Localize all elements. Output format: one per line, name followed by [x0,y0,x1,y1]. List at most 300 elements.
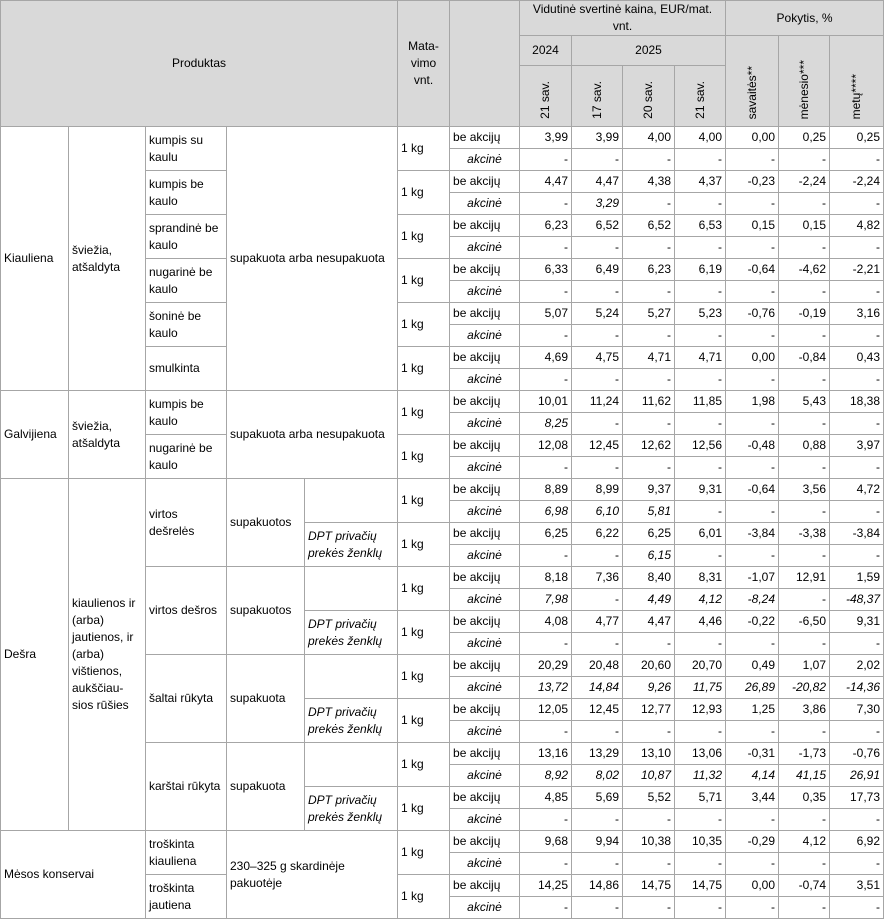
value-cell: 14,86 [572,875,623,897]
value-cell: 6,19 [675,259,726,281]
value-cell: 9,37 [623,479,675,501]
value-cell: 6,52 [623,215,675,237]
value-cell: - [726,457,779,479]
product-name: karštai rūkyta [146,743,227,831]
price-type: akcinė [450,281,520,303]
price-type: akcinė [450,633,520,655]
value-cell: - [623,149,675,171]
value-cell: 1,07 [779,655,830,677]
value-cell: 4,69 [520,347,572,369]
value-cell: 10,38 [623,831,675,853]
value-cell: - [779,633,830,655]
value-cell: 7,98 [520,589,572,611]
value-cell: 6,49 [572,259,623,281]
product-name: troškinta jautiena [146,875,227,919]
value-cell: - [675,545,726,567]
value-cell: 12,62 [623,435,675,457]
value-cell: - [572,853,623,875]
value-cell: 12,77 [623,699,675,721]
value-cell: 3,16 [830,303,884,325]
value-cell: - [572,369,623,391]
value-cell: 14,84 [572,677,623,699]
value-cell: 13,72 [520,677,572,699]
value-cell: 1,25 [726,699,779,721]
value-cell: -3,84 [726,523,779,545]
value-cell: 13,16 [520,743,572,765]
value-cell: 9,31 [675,479,726,501]
price-type: akcinė [450,897,520,919]
value-cell: - [520,149,572,171]
value-cell: 6,23 [623,259,675,281]
unit-cell: 1 kg [398,215,450,259]
value-cell: - [779,545,830,567]
value-cell: 20,29 [520,655,572,677]
value-cell: - [520,369,572,391]
unit-cell: 1 kg [398,611,450,655]
value-cell: - [675,633,726,655]
header-produktas: Produktas [1,1,398,127]
value-cell: - [675,457,726,479]
value-cell: 4,46 [675,611,726,633]
price-type: akcinė [450,765,520,787]
value-cell: 2,02 [830,655,884,677]
value-cell: -0,76 [830,743,884,765]
value-cell: 41,15 [779,765,830,787]
value-cell: 12,56 [675,435,726,457]
value-cell: 4,47 [572,171,623,193]
price-type: akcinė [450,677,520,699]
header-week: 21 sav. [520,66,572,127]
unit-cell: 1 kg [398,259,450,303]
value-cell: - [779,589,830,611]
value-cell: - [623,193,675,215]
value-cell: -20,82 [779,677,830,699]
header-metu: metų**** [830,36,884,127]
value-cell: 4,71 [675,347,726,369]
value-cell: - [675,149,726,171]
value-cell: 6,10 [572,501,623,523]
price-type: be akcijų [450,875,520,897]
value-cell: - [726,633,779,655]
pack-type: supakuotos [227,567,305,655]
value-cell: - [726,325,779,347]
value-cell: 20,70 [675,655,726,677]
value-cell: 9,68 [520,831,572,853]
price-type: be akcijų [450,699,520,721]
value-cell: 7,36 [572,567,623,589]
value-cell: 14,75 [623,875,675,897]
value-cell: 9,26 [623,677,675,699]
value-cell: -0,74 [779,875,830,897]
value-cell: - [675,721,726,743]
value-cell: 6,25 [520,523,572,545]
value-cell: 26,89 [726,677,779,699]
header-year-2024: 2024 [520,36,572,66]
price-type: be akcijų [450,567,520,589]
value-cell: 0,88 [779,435,830,457]
value-cell: -3,38 [779,523,830,545]
value-cell: 4,75 [572,347,623,369]
value-cell: - [726,721,779,743]
value-cell: - [623,721,675,743]
product-name: troškinta kiauliena [146,831,227,875]
header-week: 20 sav. [623,66,675,127]
value-cell: - [572,413,623,435]
price-type: be akcijų [450,655,520,677]
pack-type: supakuota [227,743,305,831]
group-sub: šviežia, atšaldyta [69,127,146,391]
value-cell: 4,38 [623,171,675,193]
value-cell: 9,94 [572,831,623,853]
value-cell: - [623,897,675,919]
value-cell: 8,89 [520,479,572,501]
value-cell: 12,45 [572,435,623,457]
value-cell: - [779,721,830,743]
brand-cell: DPT privačių prekės ženklų [305,787,398,831]
value-cell: - [830,853,884,875]
value-cell: 3,99 [520,127,572,149]
value-cell: 3,99 [572,127,623,149]
value-cell: - [675,809,726,831]
value-cell: - [572,897,623,919]
value-cell: - [520,457,572,479]
value-cell: - [830,721,884,743]
value-cell: - [572,633,623,655]
value-cell: - [779,897,830,919]
value-cell: - [623,237,675,259]
value-cell: 11,85 [675,391,726,413]
value-cell: -2,24 [779,171,830,193]
value-cell: - [726,501,779,523]
value-cell: 12,91 [779,567,830,589]
value-cell: 8,25 [520,413,572,435]
product-name: virtos dešros [146,567,227,655]
value-cell: 3,44 [726,787,779,809]
value-cell: 4,37 [675,171,726,193]
value-cell: -4,62 [779,259,830,281]
pack-type: supakuota [227,655,305,743]
value-cell: 8,92 [520,765,572,787]
price-type: akcinė [450,545,520,567]
brand-cell: DPT privačių prekės ženklų [305,699,398,743]
price-type: be akcijų [450,347,520,369]
value-cell: - [726,809,779,831]
value-cell: 0,49 [726,655,779,677]
value-cell: 6,15 [623,545,675,567]
value-cell: 3,29 [572,193,623,215]
value-cell: - [830,457,884,479]
price-type: akcinė [450,809,520,831]
value-cell: 26,91 [830,765,884,787]
value-cell: 0,35 [779,787,830,809]
price-type: akcinė [450,721,520,743]
unit-cell: 1 kg [398,699,450,743]
value-cell: 12,08 [520,435,572,457]
group-sub: šviežia, atšaldyta [69,391,146,479]
price-type: be akcijų [450,259,520,281]
value-cell: 12,45 [572,699,623,721]
value-cell: 11,75 [675,677,726,699]
header-avg-price: Vidutinė svertinė kaina, EUR/mat. vnt. [520,1,726,36]
value-cell: -0,48 [726,435,779,457]
value-cell: - [675,853,726,875]
header-week: 21 sav. [675,66,726,127]
value-cell: 4,12 [779,831,830,853]
value-cell: -6,50 [779,611,830,633]
product-name: nugarinė be kaulo [146,435,227,479]
unit-cell: 1 kg [398,347,450,391]
product-name: kumpis be kaulo [146,171,227,215]
price-type: akcinė [450,325,520,347]
value-cell: 5,23 [675,303,726,325]
value-cell: 4,14 [726,765,779,787]
value-cell: 4,49 [623,589,675,611]
value-cell: - [623,457,675,479]
value-cell: - [830,809,884,831]
value-cell: 13,10 [623,743,675,765]
value-cell: - [830,325,884,347]
value-cell: -0,84 [779,347,830,369]
price-type: be akcijų [450,215,520,237]
value-cell: 9,31 [830,611,884,633]
value-cell: 11,24 [572,391,623,413]
value-cell: 13,06 [675,743,726,765]
value-cell: 6,25 [623,523,675,545]
product-name: virtos dešrelės [146,479,227,567]
value-cell: 12,05 [520,699,572,721]
brand-cell [305,655,398,699]
value-cell: - [675,237,726,259]
value-cell: -48,37 [830,589,884,611]
price-type: akcinė [450,149,520,171]
header-menesio: mėnesio*** [779,36,830,127]
value-cell: - [572,545,623,567]
value-cell: - [572,325,623,347]
value-cell: 8,02 [572,765,623,787]
product-name: šoninė be kaulo [146,303,227,347]
value-cell: - [520,853,572,875]
value-cell: 3,86 [779,699,830,721]
brand-cell: DPT privačių prekės ženklų [305,523,398,567]
header-savaites: savaitės** [726,36,779,127]
header-blank [450,1,520,127]
pack-type: supakuota arba nesupakuota [227,127,398,391]
value-cell: - [520,633,572,655]
value-cell: - [572,589,623,611]
value-cell: 17,73 [830,787,884,809]
value-cell: - [726,369,779,391]
value-cell: -0,19 [779,303,830,325]
price-type: be akcijų [450,171,520,193]
value-cell: -0,23 [726,171,779,193]
price-type: be akcijų [450,391,520,413]
value-cell: 20,48 [572,655,623,677]
price-type: akcinė [450,193,520,215]
value-cell: 0,25 [830,127,884,149]
product-name: smulkinta [146,347,227,391]
value-cell: - [726,149,779,171]
value-cell: - [830,237,884,259]
value-cell: 4,85 [520,787,572,809]
price-type: be akcijų [450,303,520,325]
value-cell: -2,24 [830,171,884,193]
value-cell: - [520,281,572,303]
value-cell: 3,51 [830,875,884,897]
product-name: kumpis be kaulo [146,391,227,435]
price-type: be akcijų [450,479,520,501]
unit-cell: 1 kg [398,875,450,919]
value-cell: 6,22 [572,523,623,545]
value-cell: 3,97 [830,435,884,457]
value-cell: - [779,413,830,435]
group-name: Dešra [1,479,69,831]
unit-cell: 1 kg [398,655,450,699]
value-cell: 4,77 [572,611,623,633]
unit-cell: 1 kg [398,171,450,215]
brand-cell [305,567,398,611]
value-cell: - [623,809,675,831]
value-cell: 8,18 [520,567,572,589]
group-name: Galvijiena [1,391,69,479]
value-cell: 6,92 [830,831,884,853]
value-cell: - [520,809,572,831]
value-cell: - [572,721,623,743]
value-cell: 12,93 [675,699,726,721]
value-cell: 6,53 [675,215,726,237]
value-cell: - [623,369,675,391]
group-sub: kiaulienos ir (arba) jautienos, ir (arba) vištienos, aukščiau-sios rūšies [69,479,146,831]
value-cell: 4,82 [830,215,884,237]
value-cell: -14,36 [830,677,884,699]
unit-cell: 1 kg [398,127,450,171]
value-cell: 14,75 [675,875,726,897]
value-cell: -0,29 [726,831,779,853]
unit-cell: 1 kg [398,479,450,523]
price-type: be akcijų [450,743,520,765]
unit-cell: 1 kg [398,303,450,347]
brand-cell: DPT privačių prekės ženklų [305,611,398,655]
header-week: 17 sav. [572,66,623,127]
value-cell: 4,71 [623,347,675,369]
value-cell: 8,40 [623,567,675,589]
price-type: akcinė [450,853,520,875]
unit-cell: 1 kg [398,567,450,611]
value-cell: 0,43 [830,347,884,369]
value-cell: 4,12 [675,589,726,611]
value-cell: - [726,545,779,567]
value-cell: 10,01 [520,391,572,413]
price-type: be akcijų [450,831,520,853]
value-cell: - [830,193,884,215]
price-type: be akcijų [450,611,520,633]
value-cell: 5,07 [520,303,572,325]
value-cell: 14,25 [520,875,572,897]
value-cell: 0,15 [779,215,830,237]
value-cell: - [830,501,884,523]
value-cell: 6,98 [520,501,572,523]
header-change: Pokytis, % [726,1,884,36]
value-cell: 10,87 [623,765,675,787]
value-cell: 18,38 [830,391,884,413]
value-cell: 5,81 [623,501,675,523]
value-cell: 5,24 [572,303,623,325]
value-cell: 6,33 [520,259,572,281]
value-cell: - [830,545,884,567]
value-cell: 4,47 [520,171,572,193]
value-cell: - [623,853,675,875]
price-type: akcinė [450,237,520,259]
value-cell: - [779,281,830,303]
value-cell: 5,69 [572,787,623,809]
value-cell: -2,21 [830,259,884,281]
value-cell: - [675,369,726,391]
group-name: Mėsos konservai [1,831,146,919]
price-type: akcinė [450,457,520,479]
value-cell: - [572,281,623,303]
unit-cell: 1 kg [398,391,450,435]
value-cell: - [779,457,830,479]
price-type: be akcijų [450,435,520,457]
value-cell: 4,00 [675,127,726,149]
value-cell: 0,00 [726,127,779,149]
price-type: akcinė [450,501,520,523]
value-cell: 4,08 [520,611,572,633]
brand-cell [305,743,398,787]
value-cell: - [520,325,572,347]
value-cell: - [623,413,675,435]
value-cell: 8,99 [572,479,623,501]
value-cell: - [675,413,726,435]
value-cell: 1,59 [830,567,884,589]
value-cell: 5,71 [675,787,726,809]
value-cell: - [572,149,623,171]
value-cell: - [520,897,572,919]
value-cell: - [779,237,830,259]
group-name: Kiauliena [1,127,69,391]
value-cell: - [520,193,572,215]
value-cell: 4,72 [830,479,884,501]
pack-type: supakuota arba nesupakuota [227,391,398,479]
value-cell: -0,22 [726,611,779,633]
value-cell: - [779,809,830,831]
value-cell: - [830,281,884,303]
value-cell: - [830,897,884,919]
value-cell: 4,00 [623,127,675,149]
value-cell: - [520,237,572,259]
value-cell: 3,56 [779,479,830,501]
pack-type: 230–325 g skardinėje pakuotėje [227,831,398,919]
header-unit: Mata-vimo vnt. [398,1,450,127]
brand-cell [305,479,398,523]
value-cell: - [779,149,830,171]
value-cell: -0,31 [726,743,779,765]
value-cell: - [779,501,830,523]
value-cell: - [572,457,623,479]
price-type: be akcijų [450,787,520,809]
value-cell: - [726,853,779,875]
value-cell: -1,07 [726,567,779,589]
value-cell: -8,24 [726,589,779,611]
value-cell: - [830,633,884,655]
value-cell: 6,52 [572,215,623,237]
value-cell: - [572,237,623,259]
value-cell: - [623,325,675,347]
value-cell: 5,27 [623,303,675,325]
unit-cell: 1 kg [398,743,450,787]
value-cell: 0,25 [779,127,830,149]
value-cell: 7,30 [830,699,884,721]
value-cell: - [675,325,726,347]
